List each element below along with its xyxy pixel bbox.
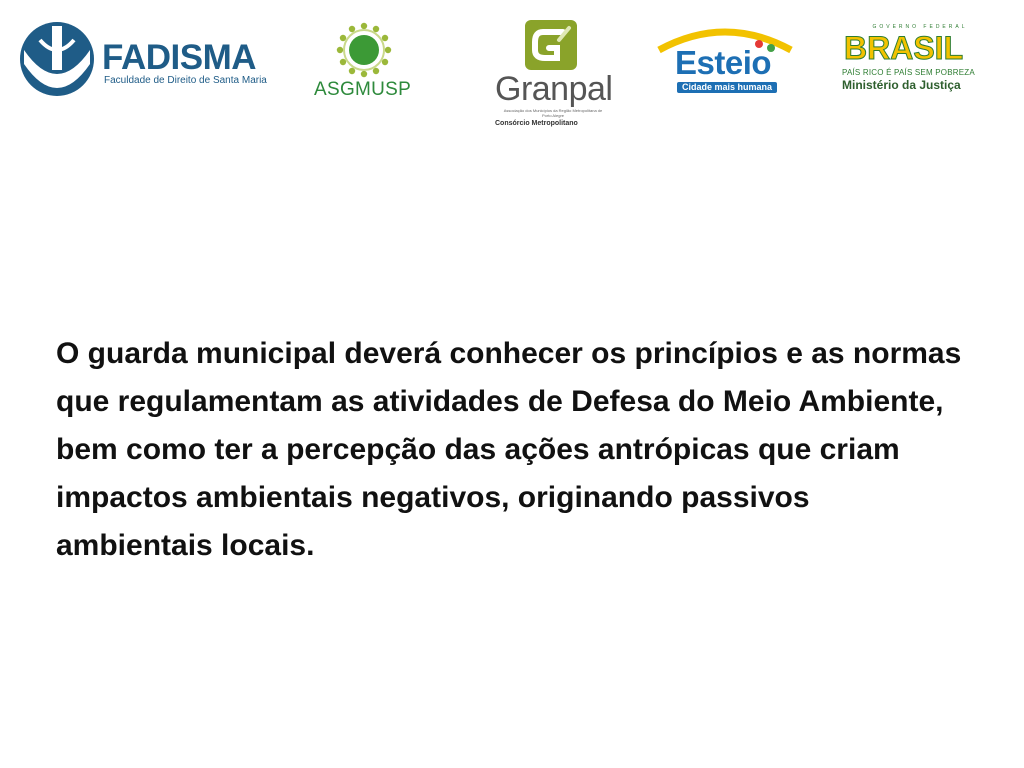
granpal-consortium: Consórcio Metropolitano [495, 120, 578, 127]
granpal-small-text: Associação dos Municípios da Região Metropolitana de Porto Alegre [503, 108, 603, 118]
brasil-slogan: PAÍS RICO É PAÍS SEM POBREZA [842, 68, 975, 77]
granpal-logo [493, 20, 613, 132]
fadisma-emblem-icon [18, 20, 96, 100]
esteio-name: Esteio [675, 44, 772, 81]
fadisma-logo [18, 20, 267, 100]
brasil-logo [840, 24, 1000, 94]
esteio-tagline: Cidade mais humana [677, 82, 777, 93]
asgmusp-name: ASGMUSP [314, 79, 412, 100]
fadisma-subtitle: Faculdade de Direito de Santa Maria [104, 75, 267, 86]
brasil-name: BRASIL [844, 30, 964, 66]
granpal-name: Granpal [495, 70, 613, 108]
slide-body-text: O guarda municipal deverá conhecer os princípios e as normas que regulamentam as atividades de Defesa do Meio Ambiente, bem como ter a percepção das ações antrópicas que criam impactos ambientais negativos, originando passivos ambientais locais. [56, 337, 962, 562]
asgmusp-logo [312, 22, 422, 104]
brasil-ministry: Ministério da Justiça [842, 78, 961, 92]
brasil-government-label: GOVERNO FEDERAL [872, 24, 968, 30]
esteio-logo [655, 20, 795, 100]
asgmusp-emblem-icon [335, 22, 393, 78]
granpal-emblem-icon [525, 20, 577, 70]
fadisma-name: FADISMA [102, 38, 256, 77]
